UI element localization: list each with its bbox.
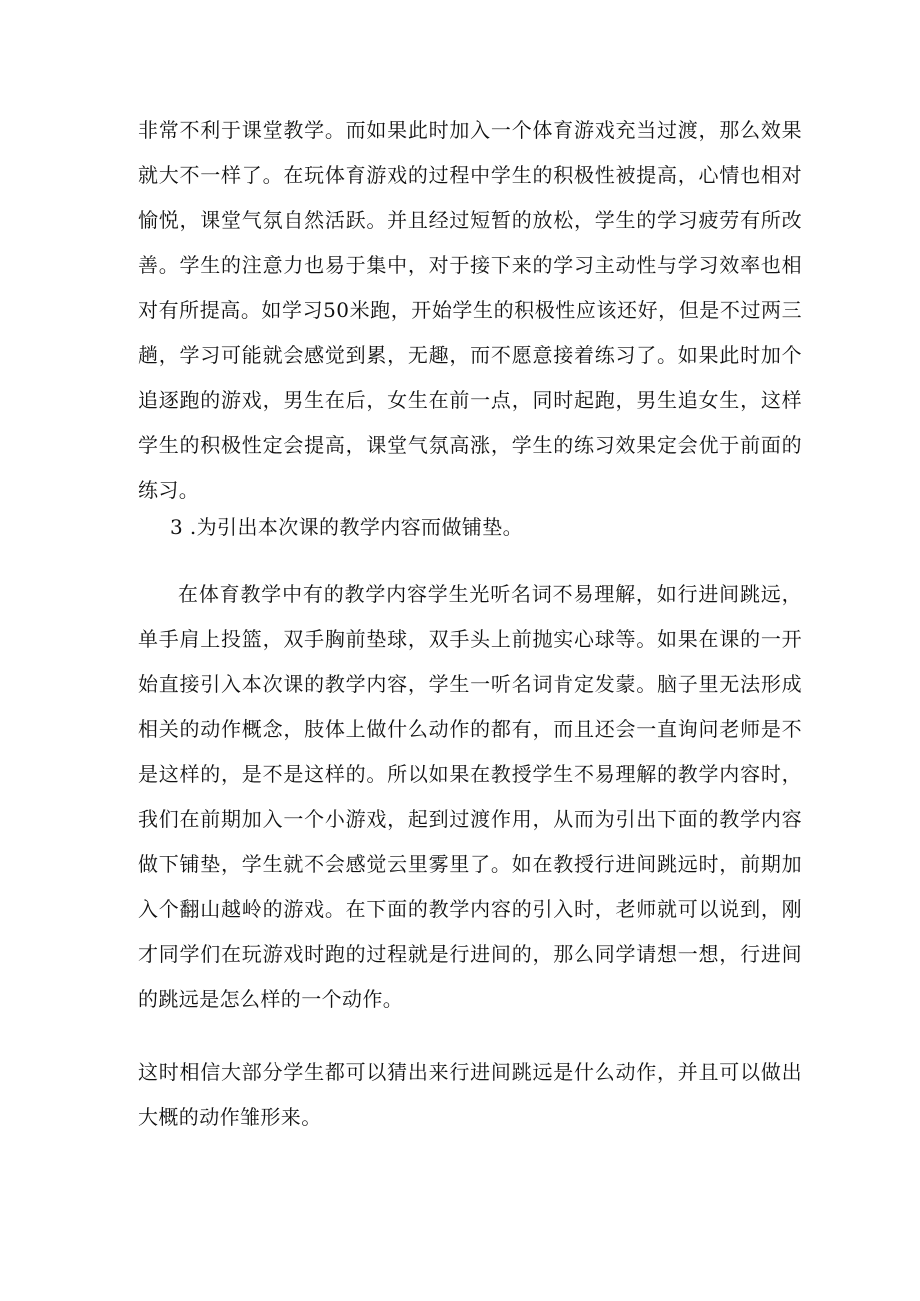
body-paragraph-closing: 这时相信大部分学生都可以猜出来行进间跳远是什么动作，并且可以做出大概的动作雏形来。 — [138, 1060, 802, 1129]
body-paragraph-continuation: 非常不利于课堂教学。而如果此时加入一个体育游戏充当过渡，那么效果就大不一样了。在玩体育游戏的过程中学生的积极性被提高，心情也相对愉悦，课堂气氛自然活跃。并且经过短暂的放松，学生的学习疲劳有所改善。学生的注意力也易于集中，对于接下来的学习主动性与学习效率也相对有所提高。如学习50米跑，开始学生的积极性应该还好，但是不过两三趟，学习可能就会感觉到累，无趣，而不愿意接着练习了。如果此时加个追逐跑的游戏，男生在后，女生在前一点，同时起跑，男生追女生，这样学生的积极性定会提高，课堂气氛高涨，学生的练习效果定会优于前面的练习。 — [138, 118, 802, 502]
section-heading-3: 3 .为引出本次课的教学内容而做铺垫。 — [170, 515, 524, 539]
body-paragraph: 在体育教学中有的教学内容学生光听名词不易理解，如行进间跳远，单手肩上投篮，双手胸前垫球，双手头上前抛实心球等。如果在课的一开始直接引入本次课的教学内容，学生一听名词肯定发蒙。脑子里无法形成相关的动作概念，肢体上做什么动作的都有，而且还会一直询问老师是不是这样的，是不是这样的。所以如果在教授学生不易理解的教学内容时，我们在前期加入一个小游戏，起到过渡作用，从而为引出下面的教学内容做下铺垫，学生就不会感觉云里雾里了。如在教授行进间跳远时，前期加入个翻山越岭的游戏。在下面的教学内容的引入时，老师就可以说到，刚才同学们在玩游戏时跑的过程就是行进间的，那么同学请想一想，行进间的跳远是怎么样的一个动作。 — [138, 582, 802, 1011]
